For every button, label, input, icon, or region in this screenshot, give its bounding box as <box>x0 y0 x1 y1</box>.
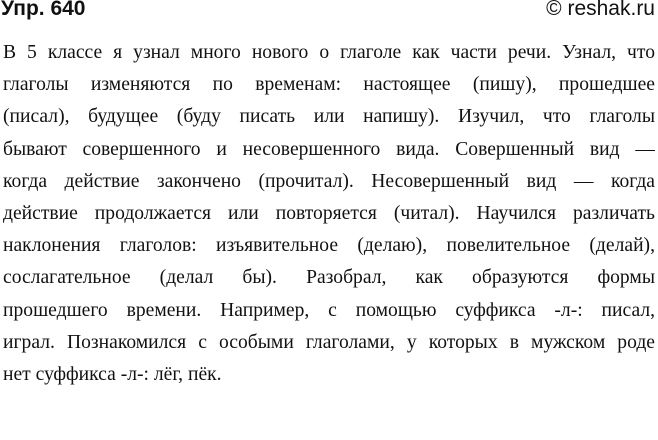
text-line: нет суффикса -л-: лёг, пёк. <box>3 363 222 385</box>
text-line: когда действие закончено (прочитал). Несовершенный вид — когда <box>3 170 655 192</box>
text-line: В 5 классе я узнал много нового о глаголе как части речи. Узнал, что <box>3 42 655 63</box>
text-line: действие продолжается или повторяется (читал). Научился различать <box>3 202 655 224</box>
text-line: наклонения глаголов: изъявительное (делаю), повелительное (делай), <box>3 235 655 257</box>
text-line: сослагательное (делал бы). Разобрал, как образуются формы <box>3 267 655 289</box>
text-line: прошедшего времени. Например, с помощью суффикса -л-: писал, <box>3 299 655 321</box>
text-line: играл. Познакомился с особыми глаголами, у которых в мужском роде <box>3 331 655 353</box>
text-line: (писал), будущее (буду писать или напишу). Изучил, что глаголы <box>3 106 655 128</box>
exercise-title: Упр. 640 <box>1 0 86 20</box>
source-watermark: © reshak.ru <box>546 0 655 20</box>
header <box>1 0 655 24</box>
text-line: бывают совершенного и несовершенного вида. Совершенный вид — <box>3 138 655 160</box>
answer-text <box>3 37 655 391</box>
text-line: глаголы изменяются по временам: настоящее (пишу), прошедшее <box>3 74 655 96</box>
